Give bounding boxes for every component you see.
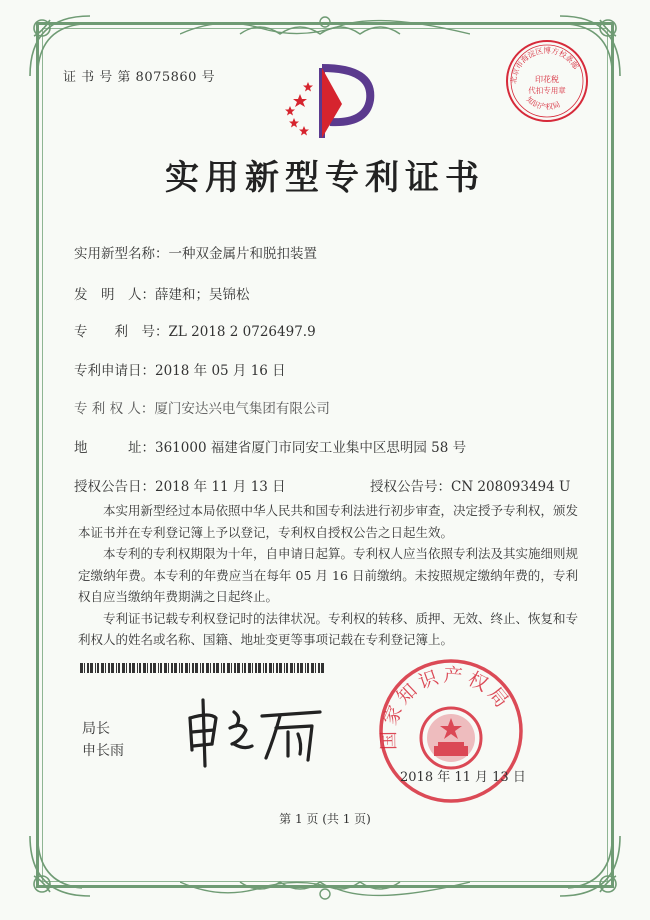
inventor-label: 发 明 人： — [74, 287, 155, 303]
filing-date-row — [74, 359, 286, 379]
utility-name-value: 一种双金属片和脱扣装置 — [168, 246, 317, 262]
certificate-number-label: 证 书 号 第 — [63, 70, 131, 85]
seal-date: 2018 年 11 月 13 日 — [400, 770, 526, 785]
tax-seal — [502, 36, 592, 126]
national-emblem-icon — [421, 708, 481, 768]
certificate-number — [63, 66, 215, 85]
patentee-value: 厦门安达兴电气集团有限公司 — [154, 401, 330, 417]
certificate-title: 实用新型专利证书 — [165, 158, 485, 198]
corner-ornament-bottom-right — [550, 826, 630, 906]
svg-text:知识产权局 — [525, 94, 562, 111]
grant-date-value: 2018 年 11 月 13 日 — [155, 479, 286, 495]
patent-number-label: 专 利 号： — [74, 324, 169, 340]
cnipa-logo-icon — [282, 60, 378, 142]
body-paragraph-1: 本实用新型经过本局依照中华人民共和国专利法进行初步审查，决定授予专利权，颁发本证书并在专利登记簿上予以登记，专利权自授权公告之日起生效。 — [78, 503, 579, 540]
filing-date-label: 专利申请日： — [74, 363, 155, 379]
grant-number-row — [370, 475, 570, 495]
utility-name-row — [74, 242, 317, 262]
tax-seal-outer-text: 北京市海淀区博方校条邮 — [508, 45, 581, 85]
patentee-row — [74, 397, 330, 417]
tax-seal-bottom-text: 知识产权局 — [524, 94, 562, 112]
page-number: 第 1 页 (共 1 页) — [279, 812, 371, 826]
certificate-number-suffix: 号 — [201, 70, 216, 85]
filing-date-value: 2018 年 05 月 16 日 — [155, 363, 286, 379]
top-ornament — [180, 12, 470, 40]
director-title: 局长 — [82, 721, 110, 737]
bottom-ornament — [180, 876, 470, 904]
certificate-body — [78, 500, 578, 651]
address-label: 地 址： — [74, 440, 155, 456]
barcode — [80, 663, 324, 673]
grant-number-value: CN 208093494 U — [451, 479, 571, 495]
director-signature — [176, 688, 326, 772]
address-value: 361000 福建省厦门市同安工业集中区思明园 58 号 — [155, 440, 467, 456]
corner-ornament-bottom-left — [20, 826, 100, 906]
address-row — [74, 436, 466, 456]
patent-number-row — [74, 320, 316, 340]
body-paragraph-2: 本专利的专利权期限为十年，自申请日起算。专利权人应当依照专利法及其实施细则规定缴纳年费。本专利的年费应当在每年 05 月 16 日前缴纳。未按照规定缴纳年费的，专利权自应当缴纳年费期满之日起终止。 — [78, 546, 579, 604]
patent-number-value: ZL 2018 2 0726497.9 — [168, 324, 316, 340]
official-seal-text: 国家知识产权局 — [377, 664, 516, 751]
body-paragraph-3: 专利证书记载专利权登记时的法律状况。专利权的转移、质押、无效、终止、恢复和专利权人的姓名或名称、国籍、地址变更等事项记载在专利登记簿上。 — [78, 610, 579, 647]
inventor-value: 薛建和；吴锦松 — [155, 287, 250, 303]
grant-date-row — [74, 475, 286, 495]
inventor-row — [74, 283, 250, 303]
patentee-label: 专 利 权 人： — [74, 401, 155, 417]
utility-name-label: 实用新型名称： — [74, 246, 169, 262]
director-name: 申长雨 — [82, 743, 124, 759]
grant-number-label: 授权公告号： — [370, 479, 451, 495]
tax-seal-inner-line-1: 印花税 — [535, 75, 559, 84]
grant-date-label: 授权公告日： — [74, 479, 155, 495]
tax-seal-inner-line-2: 代扣专用章 — [528, 86, 566, 95]
certificate-number-value: 8075860 — [135, 70, 197, 85]
